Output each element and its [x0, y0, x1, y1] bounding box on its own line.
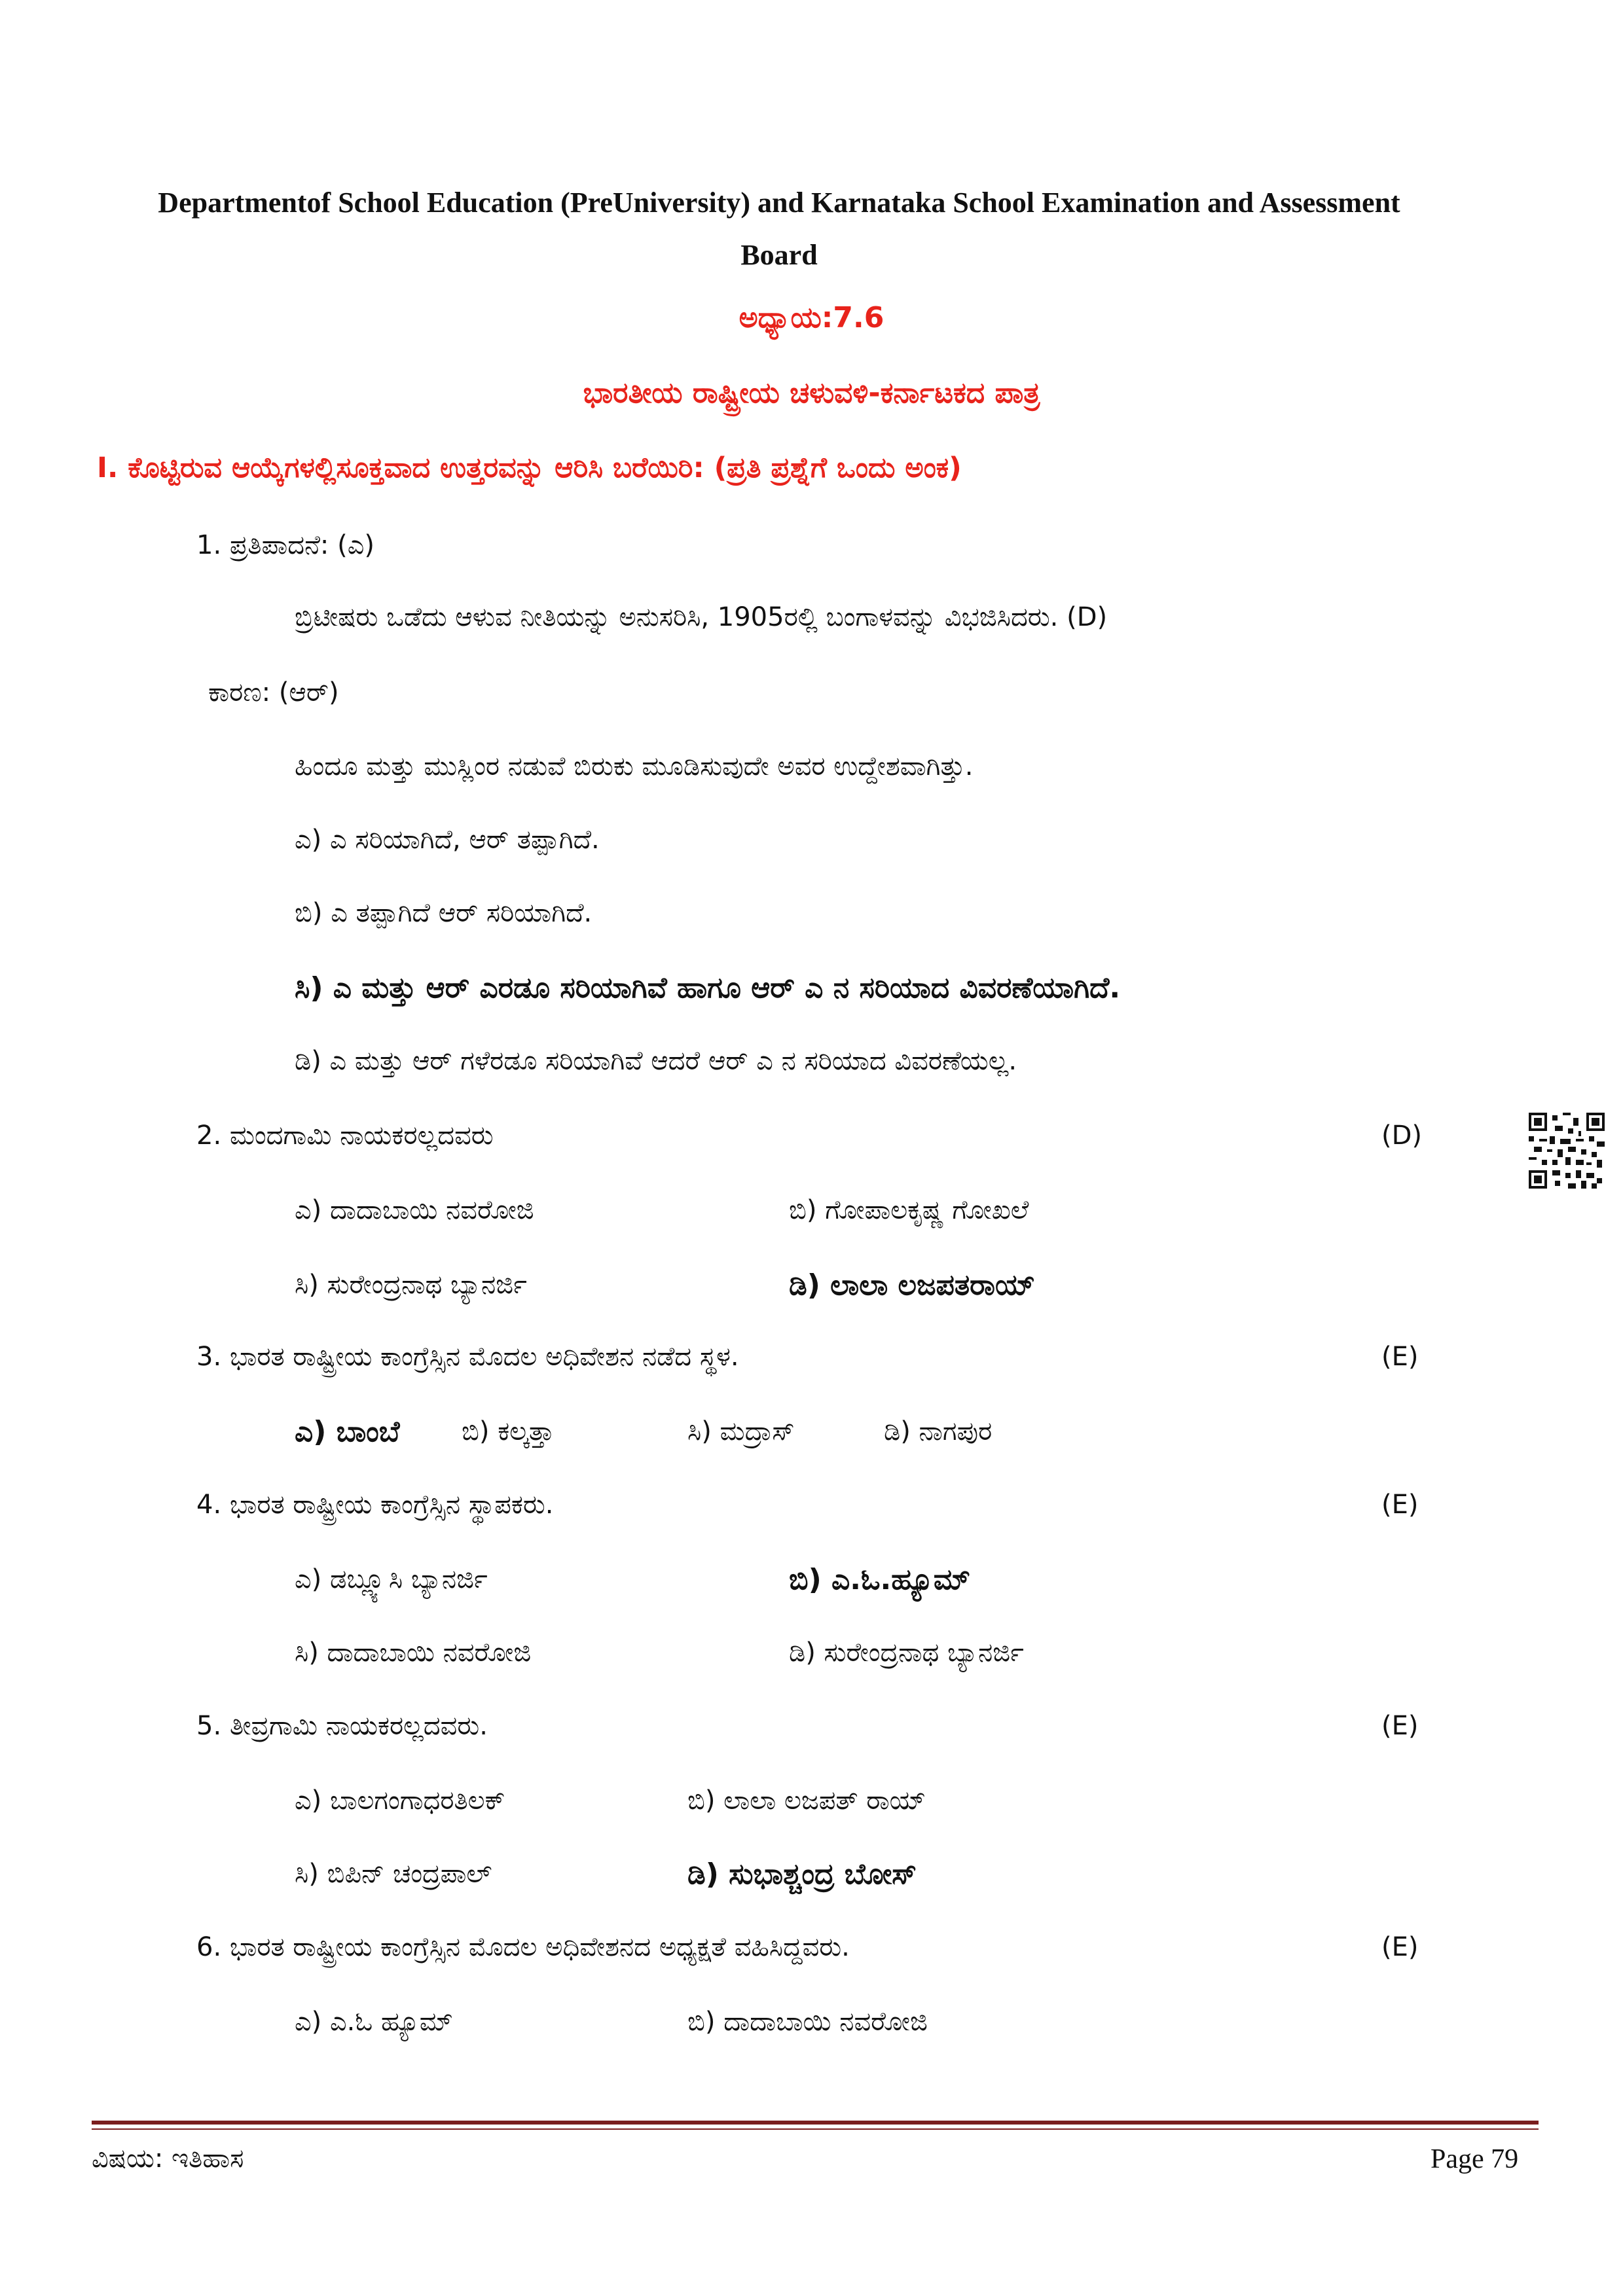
board-title-line1: Departmentof School Education (PreUniversity) and Karnataka School Examination and Assessment: [158, 187, 1400, 219]
q4-option-d: ಡಿ) ಸುರೇಂದ್ರನಾಥ ಬ್ಯಾನರ್ಜಿ: [789, 1638, 1024, 1668]
q5-mark: (E): [1381, 1711, 1419, 1741]
q2-option-a: ಎ) ದಾದಾಬಾಯಿ ನವರೋಜಿ: [295, 1195, 534, 1225]
q4-option-c: ಸಿ) ದಾದಾಬಾಯಿ ನವರೋಜಿ: [295, 1638, 532, 1668]
q1-reason-label: ಕಾರಣ: (ಆರ್): [208, 677, 339, 708]
board-title: [98, 177, 1460, 281]
q6-option-a: ಎ) ಎ.ಓ ಹ್ಯೂಮ್: [295, 2007, 453, 2037]
footer-divider: [92, 2121, 1539, 2125]
qr-code-icon: [1529, 1113, 1605, 1189]
q1-option-b: ಬಿ) ಎ ತಪ್ಪಾಗಿದೆ ಆರ್ ಸರಿಯಾಗಿದೆ.: [295, 898, 593, 928]
q3-question: 3. ಭಾರತ ರಾಷ್ಟ್ರೀಯ ಕಾಂಗ್ರೆಸ್ಸಿನ ಮೊದಲ ಅಧಿವೇಶನ ನಡೆದ ಸ್ಥಳ.: [196, 1342, 739, 1372]
q1-label: 1. ಪ್ರತಿಪಾದನೆ: (ಎ): [196, 530, 375, 560]
q1-option-c-answer: ಸಿ) ಎ ಮತ್ತು ಆರ್ ಎರಡೂ ಸರಿಯಾಗಿವೆ ಹಾಗೂ ಆರ್ ಎ ನ ಸರಿಯಾದ ವಿವರಣೆಯಾಗಿದೆ.: [295, 971, 1121, 1005]
q1-assertion: ಬ್ರಿಟೀಷರು ಒಡೆದು ಆಳುವ ನೀತಿಯನ್ನು ಅನುಸರಿಸಿ, 1905ರಲ್ಲಿ ಬಂಗಾಳವನ್ನು ವಿಭಜಿಸಿದರು. (D): [295, 602, 1108, 632]
q3-option-c: ಸಿ) ಮದ್ರಾಸ್: [687, 1416, 795, 1446]
board-title-line2: Board: [740, 239, 818, 271]
chapter-title: ಭಾರತೀಯ ರಾಷ್ಟ್ರೀಯ ಚಳುವಳಿ-ಕರ್ನಾಟಕದ ಪಾತ್ರ: [583, 376, 1040, 410]
q6-option-b: ಬಿ) ದಾದಾಬಾಯಿ ನವರೋಜಿ: [687, 2007, 928, 2037]
q3-option-b: ಬಿ) ಕಲ್ಕತ್ತಾ: [462, 1416, 555, 1446]
q6-question: 6. ಭಾರತ ರಾಷ್ಟ್ರೀಯ ಕಾಂಗ್ರೆಸ್ಸಿನ ಮೊದಲ ಅಧಿವೇಶನದ ಅಧ್ಯಕ್ಷತೆ ವಹಿಸಿದ್ದವರು.: [196, 1932, 850, 1962]
q5-option-d-answer: ಡಿ) ಸುಭಾಶ್ಚಂದ್ರ ಬೋಸ್: [687, 1857, 917, 1891]
q2-question: 2. ಮಂದಗಾಮಿ ನಾಯಕರಲ್ಲದವರು: [196, 1121, 494, 1151]
section-heading: I. ಕೊಟ್ಟಿರುವ ಆಯ್ಕೆಗಳಲ್ಲಿಸೂಕ್ತವಾದ ಉತ್ತರವನ್ನು ಆರಿಸಿ ಬರೆಯಿರಿ: (ಪ್ರತಿ ಪ್ರಶ್ನೆಗೆ ಒಂದು ಅಂಕ): [97, 452, 962, 484]
chapter-number: ಅಧ್ಯಾಯ:7.6: [739, 301, 884, 334]
q3-mark: (E): [1381, 1342, 1419, 1372]
q4-option-a: ಎ) ಡಬ್ಲ್ಯೂಸಿ ಬ್ಯಾನರ್ಜಿ: [295, 1564, 488, 1594]
q1-reason: ಹಿಂದೂ ಮತ್ತು ಮುಸ್ಲಿಂರ ನಡುವೆ ಬಿರುಕು ಮೂಡಿಸುವುದೇ ಅವರ ಉದ್ದೇಶವಾಗಿತ್ತು.: [295, 751, 974, 781]
q2-mark: (D): [1381, 1121, 1423, 1151]
q5-option-c: ಸಿ) ಬಿಪಿನ್ ಚಂದ್ರಪಾಲ್: [295, 1859, 492, 1889]
q2-option-c: ಸಿ) ಸುರೇಂದ್ರನಾಥ ಬ್ಯಾನರ್ಜಿ: [295, 1270, 527, 1300]
q4-option-b-answer: ಬಿ) ಎ.ಓ.ಹ್ಯೂಮ್: [789, 1563, 970, 1596]
q3-option-d: ಡಿ) ನಾಗಪುರ: [884, 1416, 993, 1446]
q2-option-d-answer: ಡಿ) ಲಾಲಾ ಲಜಪತರಾಯ್: [789, 1268, 1036, 1302]
footer-subject: ವಿಷಯ: ಇತಿಹಾಸ: [92, 2144, 244, 2174]
q6-mark: (E): [1381, 1932, 1419, 1962]
q5-option-a: ಎ) ಬಾಲಗಂಗಾಧರತಿಲಕ್: [295, 1785, 505, 1816]
footer-page-number: Page 79: [1431, 2144, 1519, 2174]
q3-option-a-answer: ಎ) ಬಾಂಬೆ: [295, 1415, 400, 1448]
q4-mark: (E): [1381, 1490, 1419, 1520]
q4-question: 4. ಭಾರತ ರಾಷ್ಟ್ರೀಯ ಕಾಂಗ್ರೆಸ್ಸಿನ ಸ್ಥಾಪಕರು.: [196, 1490, 554, 1520]
q1-option-d: ಡಿ) ಎ ಮತ್ತು ಆರ್ ಗಳೆರಡೂ ಸರಿಯಾಗಿವೆ ಆದರೆ ಆರ್ ಎ ನ ಸರಿಯಾದ ವಿವರಣೆಯಲ್ಲ.: [295, 1046, 1017, 1076]
q5-question: 5. ತೀವ್ರಗಾಮಿ ನಾಯಕರಲ್ಲದವರು.: [196, 1711, 488, 1741]
q2-option-b: ಬಿ) ಗೋಪಾಲಕೃಷ್ಣ ಗೋಖಲೆ: [789, 1195, 1029, 1225]
q1-option-a: ಎ) ಎ ಸರಿಯಾಗಿದೆ, ಆರ್ ತಪ್ಪಾಗಿದೆ.: [295, 825, 600, 855]
q5-option-b: ಬಿ) ಲಾಲಾ ಲಜಪತ್ ರಾಯ್: [687, 1785, 926, 1816]
footer-divider-thin: [92, 2128, 1539, 2130]
